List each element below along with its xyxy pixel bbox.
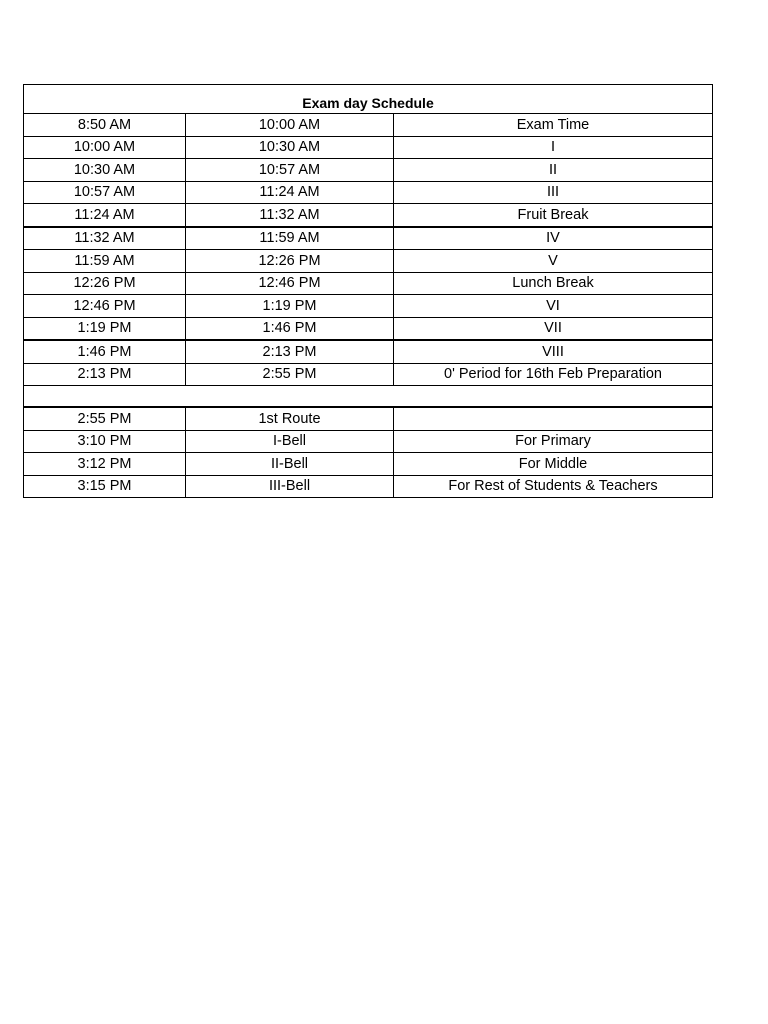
activity-cell: II xyxy=(394,159,713,182)
activity-cell: V xyxy=(394,250,713,273)
activity-cell: Lunch Break xyxy=(394,272,713,295)
exam-schedule-table xyxy=(23,84,713,498)
start-time-cell: 2:13 PM xyxy=(24,363,186,386)
end-time-cell: 11:32 AM xyxy=(186,204,394,227)
dismissal-row xyxy=(24,453,713,476)
schedule-row xyxy=(24,136,713,159)
spacer-row xyxy=(24,386,713,408)
end-time-cell: 11:59 AM xyxy=(186,227,394,250)
start-time-cell: 10:00 AM xyxy=(24,136,186,159)
start-time-cell: 10:30 AM xyxy=(24,159,186,182)
start-time-cell: 12:26 PM xyxy=(24,272,186,295)
schedule-row xyxy=(24,340,713,363)
start-time-cell: 11:59 AM xyxy=(24,250,186,273)
activity-cell: Exam Time xyxy=(394,114,713,137)
bell-for-cell: For Primary xyxy=(394,430,713,453)
schedule-row xyxy=(24,363,713,386)
schedule-row xyxy=(24,317,713,340)
schedule-row xyxy=(24,181,713,204)
activity-cell: VII xyxy=(394,317,713,340)
schedule-row xyxy=(24,272,713,295)
end-time-cell: 10:00 AM xyxy=(186,114,394,137)
end-time-cell: 12:46 PM xyxy=(186,272,394,295)
end-time-cell: 1:46 PM xyxy=(186,317,394,340)
schedule-row xyxy=(24,204,713,227)
end-time-cell: 10:30 AM xyxy=(186,136,394,159)
bell-name-cell: III-Bell xyxy=(186,475,394,498)
activity-cell: Fruit Break xyxy=(394,204,713,227)
dismissal-row xyxy=(24,475,713,498)
bell-time-cell: 3:12 PM xyxy=(24,453,186,476)
schedule-row xyxy=(24,159,713,182)
bell-name-cell: I-Bell xyxy=(186,430,394,453)
activity-cell: VIII xyxy=(394,340,713,363)
activity-cell: III xyxy=(394,181,713,204)
activity-cell: 0' Period for 16th Feb Preparation xyxy=(394,363,713,386)
bell-time-cell: 3:15 PM xyxy=(24,475,186,498)
title-row xyxy=(24,85,713,114)
activity-cell: I xyxy=(394,136,713,159)
schedule-title: Exam day Schedule xyxy=(24,85,713,114)
schedule-row xyxy=(24,227,713,250)
bell-for-cell xyxy=(394,407,713,430)
bell-name-cell: II-Bell xyxy=(186,453,394,476)
end-time-cell: 1:19 PM xyxy=(186,295,394,318)
schedule-row xyxy=(24,250,713,273)
bell-name-cell: 1st Route xyxy=(186,407,394,430)
dismissal-row xyxy=(24,407,713,430)
end-time-cell: 12:26 PM xyxy=(186,250,394,273)
schedule-row xyxy=(24,114,713,137)
empty-cell xyxy=(24,386,713,408)
start-time-cell: 11:32 AM xyxy=(24,227,186,250)
dismissal-row xyxy=(24,430,713,453)
start-time-cell: 12:46 PM xyxy=(24,295,186,318)
activity-cell: IV xyxy=(394,227,713,250)
start-time-cell: 1:19 PM xyxy=(24,317,186,340)
end-time-cell: 10:57 AM xyxy=(186,159,394,182)
start-time-cell: 8:50 AM xyxy=(24,114,186,137)
schedule-row xyxy=(24,295,713,318)
end-time-cell: 11:24 AM xyxy=(186,181,394,204)
start-time-cell: 1:46 PM xyxy=(24,340,186,363)
bell-for-cell: For Rest of Students & Teachers xyxy=(394,475,713,498)
bell-for-cell: For Middle xyxy=(394,453,713,476)
bell-time-cell: 2:55 PM xyxy=(24,407,186,430)
activity-cell: VI xyxy=(394,295,713,318)
end-time-cell: 2:55 PM xyxy=(186,363,394,386)
bell-time-cell: 3:10 PM xyxy=(24,430,186,453)
start-time-cell: 10:57 AM xyxy=(24,181,186,204)
start-time-cell: 11:24 AM xyxy=(24,204,186,227)
end-time-cell: 2:13 PM xyxy=(186,340,394,363)
